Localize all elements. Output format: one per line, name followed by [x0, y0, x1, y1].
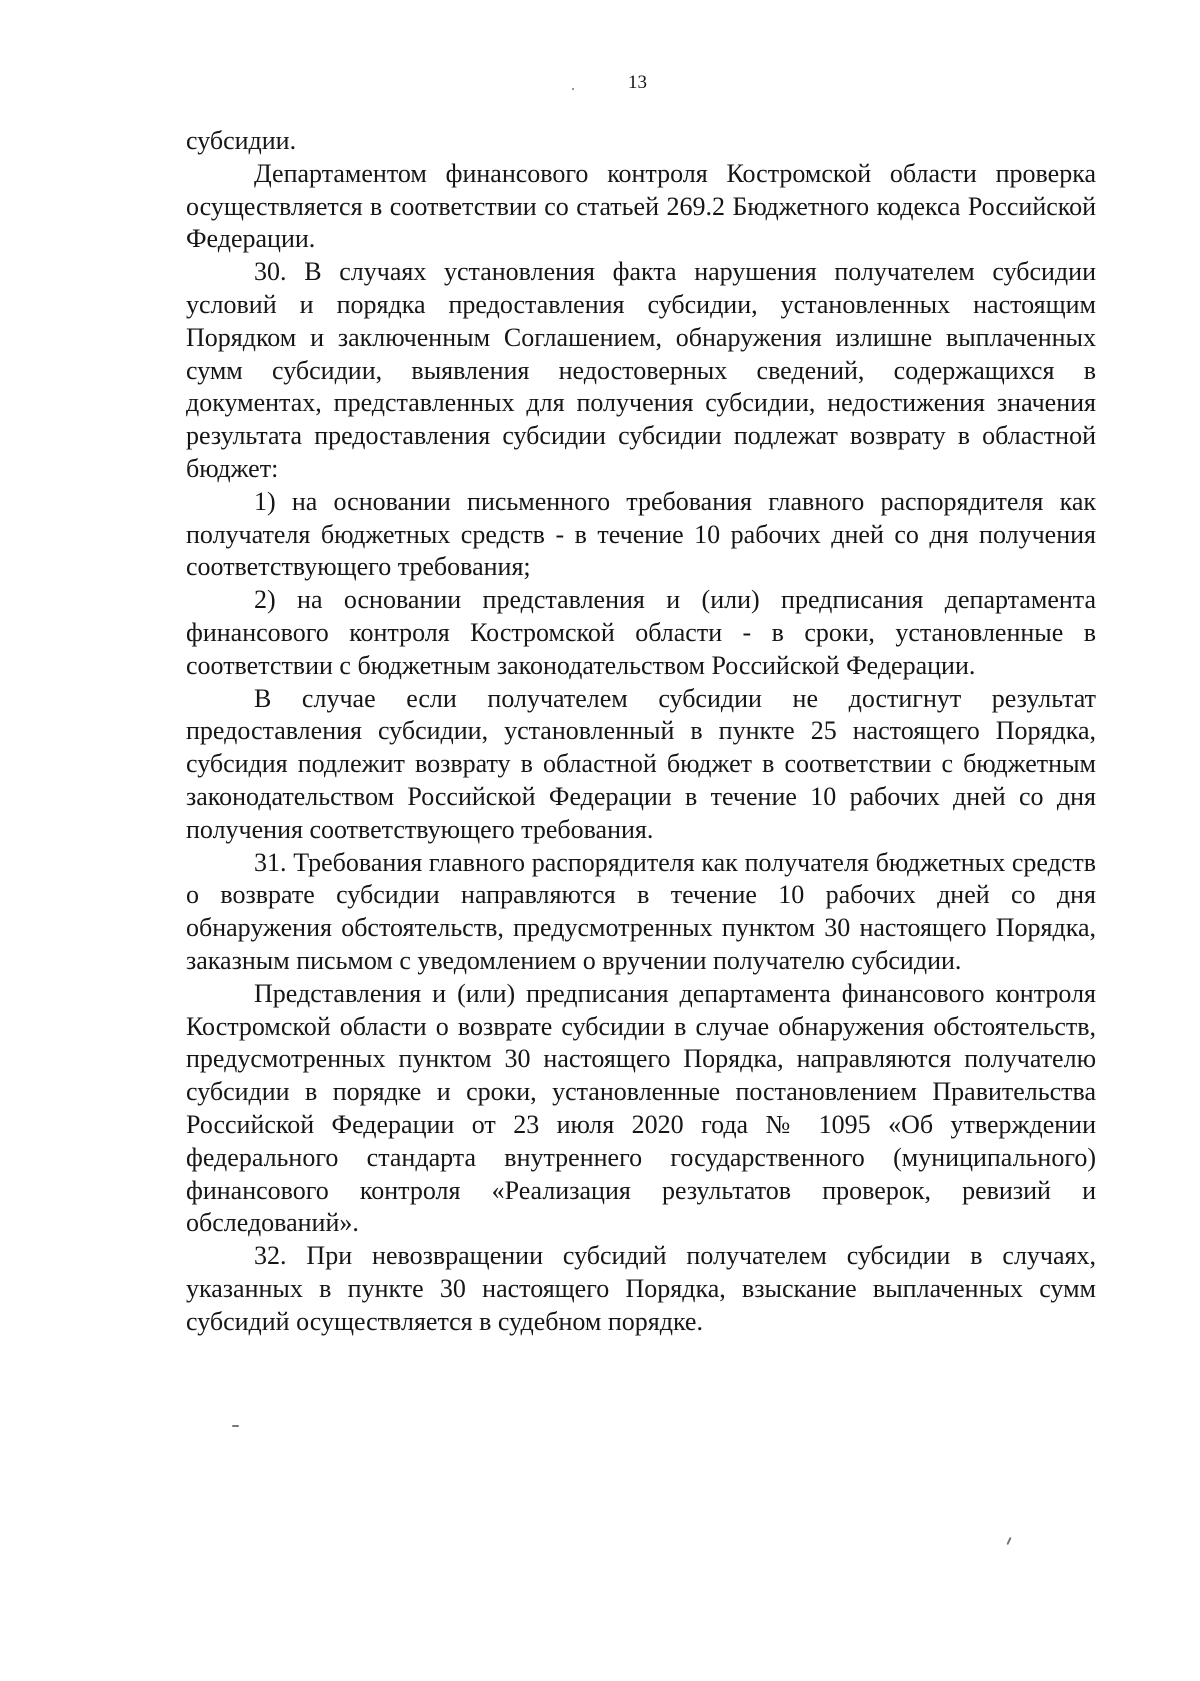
- paragraph-clause-32: 32. При невозвращении субсидий получателем субсидии в случаях, указанных в пункте 30 настоящего Порядка, взыскание выплаченных сумм субсидий осуществляется в судебном порядке.: [186, 1241, 1096, 1336]
- page-number: 13: [628, 72, 647, 93]
- scan-speck: [1006, 1537, 1011, 1545]
- paragraph-representations: Представления и (или) предписания департамента финансового контроля Костромской области о возврате субсидии в случае обнаружения обстоятельств, предусмотренных пунктом 30 настоящего Порядка, направляются получателю субсидии в порядке и сроки, установленные постановлением Правительства Российской Федерации от 23 июля 2020 года № 1095 «Об утверждении федерального стандарта внутреннего государственного (муниципального) финансового контроля «Реализация результатов проверок, ревизий и обследований».: [186, 978, 1096, 1238]
- scan-speck: [572, 88, 574, 90]
- paragraph-clause-30-item-2: 2) на основании представления и (или) предписания департамента финансового контроля Костромской области - в сроки, установленные в соответствии с бюджетным законодательством Российской Федерации.: [186, 585, 1096, 680]
- paragraph-clause-31: 31. Требования главного распорядителя как получателя бюджетных средств о возврате субсидии направляются в течение 10 рабочих дней со дня обнаружения обстоятельств, предусмотренных пунктом 30 настоящего Порядка, заказным письмом с уведомлением о вручении получателю субсидии.: [186, 847, 1096, 975]
- scan-speck: [232, 1425, 239, 1427]
- paragraph-continuation: субсидии.: [186, 126, 297, 155]
- paragraph-clause-30: 30. В случаях установления факта нарушения получателем субсидии условий и порядка предоставления субсидии, установленных настоящим Порядком и заключенным Соглашением, обнаружения излишне выплаченных сумм субсидии, выявления недостоверных сведений, содержащихся в документах, представленных для получения субсидии, недостижения значения результата предоставления субсидии субсидии подлежат возврату в областной бюджет:: [186, 257, 1096, 483]
- paragraph-audit-department: Департаментом финансового контроля Костромской области проверка осуществляется в соответствии со статьей 269.2 Бюджетного кодекса Российской Федерации.: [186, 158, 1096, 254]
- paragraph-result-not-achieved: В случае если получателем субсидии не достигнут результат предоставления субсидии, установленный в пункте 25 настоящего Порядка, субсидия подлежит возврату в областной бюджет в соответствии с бюджетным законодательством Российской Федерации в течение 10 рабочих дней со дня получения соответствующего требования.: [186, 683, 1096, 844]
- paragraph-clause-30-item-1: 1) на основании письменного требования главного распорядителя как получателя бюджетных средств - в течение 10 рабочих дней со дня получения соответствующего требования;: [186, 486, 1096, 582]
- document-body: [186, 125, 1096, 1338]
